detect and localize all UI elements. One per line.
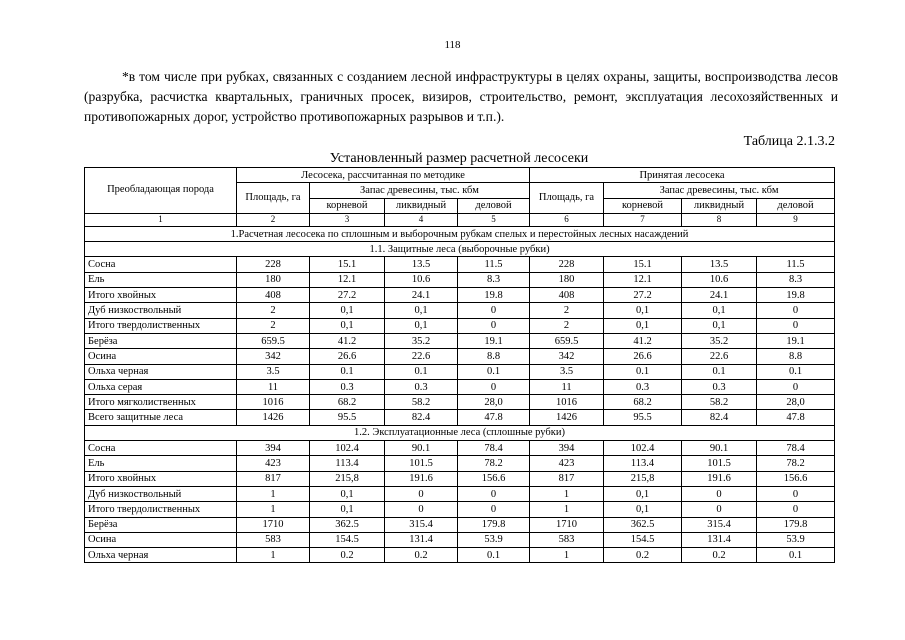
header-stock-calc: Запас древесины, тыс. кбм: [310, 183, 530, 198]
value-cell: 408: [530, 288, 604, 303]
species-cell: Ольха серая: [85, 379, 237, 394]
value-cell: 0,1: [385, 303, 458, 318]
table-row: [85, 349, 835, 364]
value-cell: 191.6: [385, 471, 458, 486]
value-cell: 53.9: [458, 532, 530, 547]
value-cell: 11.5: [458, 257, 530, 272]
value-cell: 0: [757, 502, 835, 517]
value-cell: 0: [458, 486, 530, 501]
value-cell: 1426: [237, 410, 310, 425]
value-cell: 78.4: [458, 441, 530, 456]
value-cell: 0.2: [385, 548, 458, 563]
header-sub: деловой: [458, 198, 530, 213]
value-cell: 0,1: [310, 502, 385, 517]
value-cell: 394: [237, 441, 310, 456]
value-cell: 1: [237, 486, 310, 501]
value-cell: 0: [757, 379, 835, 394]
value-cell: 0: [682, 486, 757, 501]
table-row: [85, 395, 835, 410]
value-cell: 24.1: [682, 288, 757, 303]
value-cell: 15.1: [604, 257, 682, 272]
value-cell: 659.5: [237, 333, 310, 348]
page-number: 118: [444, 39, 461, 51]
value-cell: 13.5: [682, 257, 757, 272]
value-cell: 583: [530, 532, 604, 547]
value-cell: 41.2: [310, 333, 385, 348]
value-cell: 12.1: [604, 272, 682, 287]
value-cell: 12.1: [310, 272, 385, 287]
value-cell: 1: [530, 502, 604, 517]
value-cell: 8.8: [458, 349, 530, 364]
table-row: [85, 517, 835, 532]
value-cell: 817: [237, 471, 310, 486]
header-sub: ликвидный: [385, 198, 458, 213]
value-cell: 215,8: [310, 471, 385, 486]
value-cell: 27.2: [604, 288, 682, 303]
species-cell: Берёза: [85, 517, 237, 532]
table-row: [85, 456, 835, 471]
header-accepted-group: Принятая лесосека: [530, 168, 835, 183]
value-cell: 179.8: [458, 517, 530, 532]
value-cell: 19.1: [458, 333, 530, 348]
value-cell: 58.2: [385, 395, 458, 410]
table-title: Установленный размер расчетной лесосеки: [329, 151, 589, 166]
value-cell: 47.8: [757, 410, 835, 425]
value-cell: 10.6: [385, 272, 458, 287]
value-cell: 28,0: [757, 395, 835, 410]
value-cell: 22.6: [385, 349, 458, 364]
value-cell: 0,1: [604, 486, 682, 501]
value-cell: 0: [757, 303, 835, 318]
value-cell: 2: [530, 318, 604, 333]
value-cell: 0.3: [385, 379, 458, 394]
value-cell: 156.6: [458, 471, 530, 486]
header-area-calc: Площадь, га: [237, 183, 310, 214]
subsection-row: [85, 242, 835, 257]
value-cell: 0.1: [385, 364, 458, 379]
species-cell: Дуб низкоствольный: [85, 486, 237, 501]
value-cell: 0: [458, 502, 530, 517]
value-cell: 215,8: [604, 471, 682, 486]
header-sub: ликвидный: [682, 198, 757, 213]
table-row: [85, 410, 835, 425]
value-cell: 228: [530, 257, 604, 272]
species-cell: Итого твердолиственных: [85, 318, 237, 333]
value-cell: 53.9: [757, 532, 835, 547]
value-cell: 180: [237, 272, 310, 287]
value-cell: 0: [385, 502, 458, 517]
value-cell: 1710: [530, 517, 604, 532]
value-cell: 2: [237, 318, 310, 333]
column-number: 8: [682, 213, 757, 226]
species-cell: Осина: [85, 349, 237, 364]
value-cell: 0: [458, 318, 530, 333]
column-number: 1: [85, 213, 237, 226]
value-cell: 28,0: [458, 395, 530, 410]
table-row: [85, 364, 835, 379]
table-row: [85, 486, 835, 501]
value-cell: 394: [530, 441, 604, 456]
value-cell: 2: [237, 303, 310, 318]
species-cell: Ольха черная: [85, 364, 237, 379]
table-row: [85, 471, 835, 486]
value-cell: 11: [237, 379, 310, 394]
value-cell: 0: [458, 379, 530, 394]
value-cell: 423: [530, 456, 604, 471]
header-species: Преобладающая порода: [85, 168, 237, 214]
value-cell: 179.8: [757, 517, 835, 532]
value-cell: 659.5: [530, 333, 604, 348]
subsection-protective-title: 1.1. Защитные леса (выборочные рубки): [85, 242, 835, 257]
value-cell: 0,1: [604, 318, 682, 333]
value-cell: 58.2: [682, 395, 757, 410]
value-cell: 8.3: [458, 272, 530, 287]
value-cell: 315.4: [385, 517, 458, 532]
value-cell: 0,1: [385, 318, 458, 333]
table-row: [85, 272, 835, 287]
value-cell: 95.5: [604, 410, 682, 425]
value-cell: 1710: [237, 517, 310, 532]
value-cell: 35.2: [682, 333, 757, 348]
value-cell: 362.5: [310, 517, 385, 532]
value-cell: 0.2: [604, 548, 682, 563]
value-cell: 0,1: [604, 303, 682, 318]
value-cell: 423: [237, 456, 310, 471]
value-cell: 22.6: [682, 349, 757, 364]
value-cell: 1: [530, 486, 604, 501]
value-cell: 82.4: [385, 410, 458, 425]
value-cell: 0,1: [310, 318, 385, 333]
species-cell: Дуб низкоствольный: [85, 303, 237, 318]
table-row: [85, 548, 835, 563]
value-cell: 26.6: [604, 349, 682, 364]
value-cell: 0: [757, 318, 835, 333]
species-cell: Ольха черная: [85, 548, 237, 563]
value-cell: 0.1: [682, 364, 757, 379]
value-cell: 26.6: [310, 349, 385, 364]
value-cell: 0: [458, 303, 530, 318]
value-cell: 68.2: [310, 395, 385, 410]
value-cell: 131.4: [385, 532, 458, 547]
value-cell: 0.1: [757, 364, 835, 379]
value-cell: 180: [530, 272, 604, 287]
column-number: 4: [385, 213, 458, 226]
footnote-paragraph: *в том числе при рубках, связанных с созданием лесной инфраструктуры в целях охраны, защиты, воспроизводства лесов (разрубка, расчистка квартальных, граничных просек, визиров, строительство, ремонт, эксплуатация лесохозяйственных и противопожарных дорог, устройство противопожарных разрывов и т.п.).: [84, 69, 838, 124]
value-cell: 1016: [530, 395, 604, 410]
value-cell: 41.2: [604, 333, 682, 348]
value-cell: 13.5: [385, 257, 458, 272]
table-row: [85, 288, 835, 303]
header-calc-group: Лесосека, рассчитанная по методике: [237, 168, 530, 183]
value-cell: 0.3: [310, 379, 385, 394]
value-cell: 3.5: [530, 364, 604, 379]
column-number: 7: [604, 213, 682, 226]
value-cell: 8.8: [757, 349, 835, 364]
value-cell: 27.2: [310, 288, 385, 303]
value-cell: 102.4: [604, 441, 682, 456]
table-row: [85, 257, 835, 272]
value-cell: 90.1: [385, 441, 458, 456]
species-cell: Сосна: [85, 441, 237, 456]
value-cell: 82.4: [682, 410, 757, 425]
value-cell: 156.6: [757, 471, 835, 486]
column-number: 3: [310, 213, 385, 226]
table-row: [85, 303, 835, 318]
species-cell: Сосна: [85, 257, 237, 272]
value-cell: 47.8: [458, 410, 530, 425]
value-cell: 0.3: [682, 379, 757, 394]
value-cell: 0.1: [757, 548, 835, 563]
species-cell: Всего защитные леса: [85, 410, 237, 425]
value-cell: 2: [530, 303, 604, 318]
table-row: [85, 532, 835, 547]
table-number: Таблица 2.1.3.2: [743, 134, 835, 149]
value-cell: 583: [237, 532, 310, 547]
column-number: 6: [530, 213, 604, 226]
cutting-area-table: [84, 167, 835, 563]
value-cell: 3.5: [237, 364, 310, 379]
value-cell: 154.5: [310, 532, 385, 547]
column-number: 2: [237, 213, 310, 226]
value-cell: 1: [237, 502, 310, 517]
value-cell: 68.2: [604, 395, 682, 410]
table-row: [85, 318, 835, 333]
value-cell: 0,1: [682, 303, 757, 318]
header-sub: деловой: [757, 198, 835, 213]
value-cell: 10.6: [682, 272, 757, 287]
value-cell: 11.5: [757, 257, 835, 272]
value-cell: 113.4: [310, 456, 385, 471]
value-cell: 8.3: [757, 272, 835, 287]
value-cell: 154.5: [604, 532, 682, 547]
value-cell: 0: [682, 502, 757, 517]
subsection-row: [85, 425, 835, 440]
table-row: [85, 441, 835, 456]
species-cell: Итого хвойных: [85, 471, 237, 486]
column-number: 5: [458, 213, 530, 226]
species-cell: Итого хвойных: [85, 288, 237, 303]
species-cell: Ель: [85, 456, 237, 471]
value-cell: 19.8: [757, 288, 835, 303]
value-cell: 1016: [237, 395, 310, 410]
value-cell: 0,1: [682, 318, 757, 333]
value-cell: 101.5: [385, 456, 458, 471]
value-cell: 0.1: [458, 548, 530, 563]
value-cell: 11: [530, 379, 604, 394]
value-cell: 0: [385, 486, 458, 501]
value-cell: 78.2: [458, 456, 530, 471]
value-cell: 113.4: [604, 456, 682, 471]
value-cell: 19.1: [757, 333, 835, 348]
value-cell: 0.3: [604, 379, 682, 394]
value-cell: 24.1: [385, 288, 458, 303]
value-cell: 19.8: [458, 288, 530, 303]
table-row: [85, 502, 835, 517]
species-cell: Итого мягколиственных: [85, 395, 237, 410]
header-stock-accepted: Запас древесины, тыс. кбм: [604, 183, 835, 198]
value-cell: 342: [530, 349, 604, 364]
value-cell: 0,1: [310, 486, 385, 501]
value-cell: 0.2: [682, 548, 757, 563]
value-cell: 0.1: [458, 364, 530, 379]
value-cell: 0,1: [310, 303, 385, 318]
value-cell: 817: [530, 471, 604, 486]
section-row: [85, 226, 835, 241]
species-cell: Осина: [85, 532, 237, 547]
value-cell: 102.4: [310, 441, 385, 456]
species-cell: Берёза: [85, 333, 237, 348]
value-cell: 408: [237, 288, 310, 303]
header-sub: корневой: [310, 198, 385, 213]
value-cell: 191.6: [682, 471, 757, 486]
value-cell: 0.1: [604, 364, 682, 379]
value-cell: 362.5: [604, 517, 682, 532]
value-cell: 228: [237, 257, 310, 272]
value-cell: 78.4: [757, 441, 835, 456]
value-cell: 101.5: [682, 456, 757, 471]
table-row: [85, 333, 835, 348]
species-cell: Ель: [85, 272, 237, 287]
table-row: [85, 379, 835, 394]
section-title: 1.Расчетная лесосека по сплошным и выборочным рубкам спелых и перестойных лесных насаждений: [85, 226, 835, 241]
value-cell: 1426: [530, 410, 604, 425]
value-cell: 0,1: [604, 502, 682, 517]
value-cell: 90.1: [682, 441, 757, 456]
value-cell: 0.1: [310, 364, 385, 379]
header-sub: корневой: [604, 198, 682, 213]
table-body: [85, 213, 835, 563]
value-cell: 0: [757, 486, 835, 501]
value-cell: 342: [237, 349, 310, 364]
value-cell: 1: [237, 548, 310, 563]
value-cell: 78.2: [757, 456, 835, 471]
value-cell: 0.2: [310, 548, 385, 563]
value-cell: 95.5: [310, 410, 385, 425]
column-number: 9: [757, 213, 835, 226]
value-cell: 1: [530, 548, 604, 563]
value-cell: 35.2: [385, 333, 458, 348]
value-cell: 315.4: [682, 517, 757, 532]
header-area-accepted: Площадь, га: [530, 183, 604, 214]
value-cell: 15.1: [310, 257, 385, 272]
column-numbers-row: [85, 213, 835, 226]
species-cell: Итого твердолиственных: [85, 502, 237, 517]
value-cell: 131.4: [682, 532, 757, 547]
subsection-exploitation-title: 1.2. Эксплуатационные леса (сплошные рубки): [85, 425, 835, 440]
